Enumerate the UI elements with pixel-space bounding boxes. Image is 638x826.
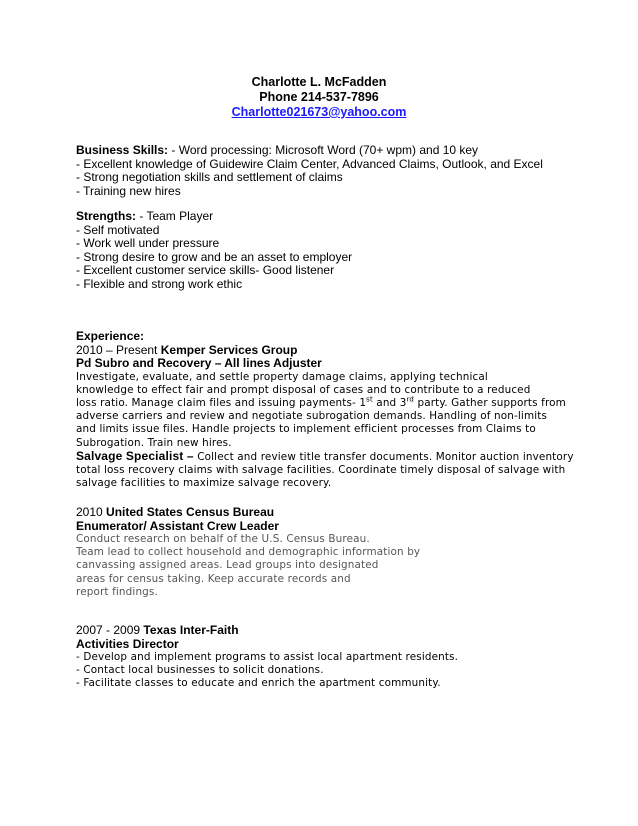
job-description-line: canvassing assigned areas. Lead groups into designated — [76, 559, 379, 572]
job-description-line: Conduct research on behalf of the U.S. Census Bureau. — [76, 533, 370, 545]
job-title: Pd Subro and Recovery – All lines Adjuster — [76, 356, 322, 370]
job-title: Enumerator/ Assistant Crew Leader — [76, 518, 279, 533]
skills-item: - Strong negotiation skills and settlement of claims — [76, 170, 343, 184]
business-skills-section — [76, 144, 596, 198]
skills-item: - Excellent knowledge of Guidewire Claim Center, Advanced Claims, Outlook, and Excel — [76, 156, 543, 171]
job-description-line: Team lead to collect household and demographic information by — [76, 546, 421, 559]
job-company: United States Census Bureau — [106, 505, 275, 519]
candidate-phone: Phone 214-537-7896 — [259, 90, 379, 104]
job-description-line: - Develop and implement programs to assist local apartment residents. — [76, 651, 459, 663]
strengths-section — [76, 210, 596, 291]
strengths-item: - Self motivated — [76, 222, 160, 237]
job-dates: 2010 — [76, 505, 107, 519]
job-description-line: loss ratio. Manage claim files and issuing payments- 1st and 3rd party. Gather supports from — [76, 395, 566, 409]
skills-item: - Word processing: Microsoft Word (70+ wpm) and 10 key — [168, 143, 479, 157]
business-skills-heading: Business Skills: — [76, 143, 169, 157]
strengths-item: - Strong desire to grow and be an asset to employer — [76, 249, 353, 264]
salvage-specialist-label: Salvage Specialist – — [76, 448, 198, 463]
job-dates: 2010 – Present — [76, 342, 161, 357]
job-description-line: - Facilitate classes to educate and enrich the apartment community. — [76, 677, 441, 690]
strengths-item: - Excellent customer service skills- Good listener — [76, 263, 335, 277]
strengths-heading: Strengths: — [76, 209, 136, 223]
job-title: Activities Director — [76, 636, 179, 651]
job-texas-inter-faith — [76, 624, 596, 691]
skills-item: - Training new hires — [76, 183, 181, 198]
experience-heading: Experience: — [76, 329, 145, 343]
experience-section — [76, 330, 596, 490]
job-company: Kemper Services Group — [160, 342, 298, 357]
job-description-line: areas for census taking. Keep accurate records and — [76, 572, 351, 585]
job-description-line: salvage facilities to maximize salvage recovery. — [76, 477, 332, 490]
job-description-line: adverse carriers and review and negotiate subrogation demands. Handling of non-limits — [76, 410, 548, 423]
job-description-line: and limits issue files. Handle projects to implement efficient processes from Claims to — [76, 423, 536, 436]
candidate-email-link[interactable]: Charlotte021673@yahoo.com — [231, 105, 407, 119]
job-description-line: report findings. — [76, 585, 158, 598]
candidate-name: Charlotte L. McFadden — [251, 75, 387, 89]
job-description-line: knowledge to effect fair and prompt disposal of cases and to contribute to a reduced — [76, 383, 531, 396]
strengths-item: - Flexible and strong work ethic — [76, 276, 243, 291]
job-description-line: total loss recovery claims with salvage facilities. Coordinate timely disposal of salvage with — [76, 463, 566, 476]
job-description-line: Investigate, evaluate, and settle property damage claims, applying technical — [76, 370, 488, 383]
strengths-item: - Work well under pressure — [76, 236, 220, 250]
job-description-line: Subrogation. Train new hires. — [76, 436, 232, 449]
job-description-line: - Contact local businesses to solicit donations. — [76, 664, 324, 677]
strengths-item: - Team Player — [136, 209, 214, 223]
job-census — [76, 506, 596, 599]
job-description-line: Collect and review title transfer documents. Monitor auction inventory — [197, 450, 574, 463]
resume-header — [0, 75, 638, 120]
job-dates: 2007 - 2009 — [76, 623, 144, 637]
job-company: Texas Inter-Faith — [143, 623, 239, 637]
